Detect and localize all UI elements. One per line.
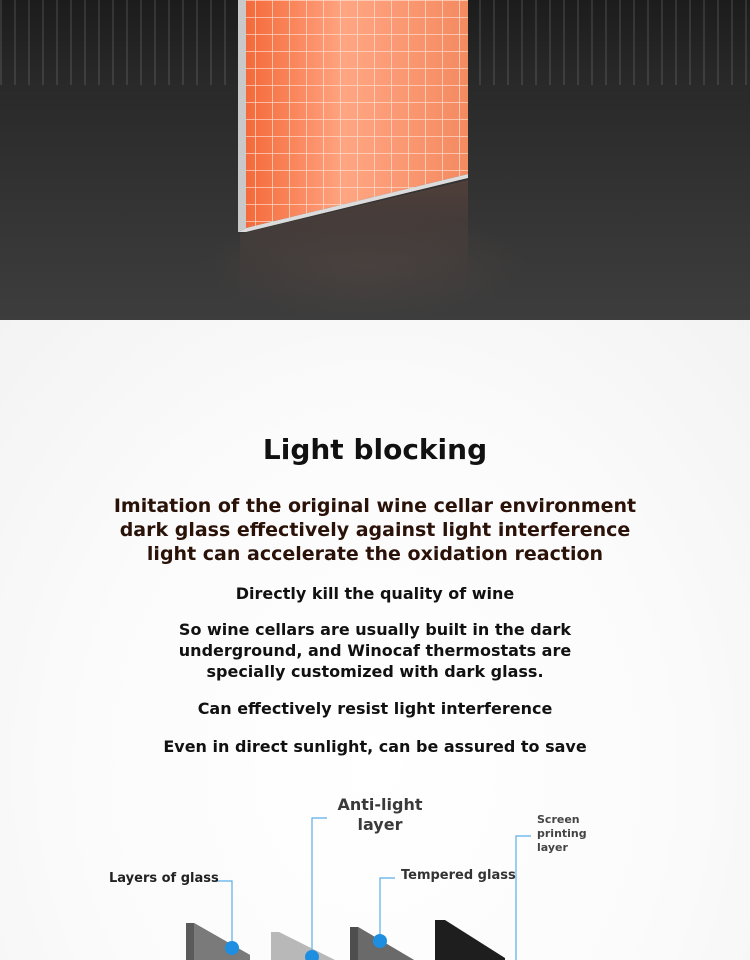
heating-panel-illustration: [0, 0, 750, 320]
body-line-cellars: So wine cellars are usually built in the dark underground, and Winocaf thermostats are specially customized with dark glass.: [178, 620, 572, 681]
label-anti-light-layer: Anti-light layer: [337, 795, 423, 834]
marker-layers-dot: [225, 941, 239, 955]
body-line-quality: Directly kill the quality of wine: [235, 584, 515, 603]
hero-image: [0, 0, 750, 320]
label-layers-of-glass: Layers of glass: [109, 871, 219, 886]
section-title: Light blocking: [262, 433, 488, 466]
glass-slab-anti-light: [271, 932, 335, 960]
glass-layers-diagram: [0, 780, 750, 960]
body-line-resist: Can effectively resist light interference: [197, 699, 553, 718]
marker-tempered-dot: [373, 934, 387, 948]
label-tempered-glass: Tempered glass: [401, 868, 516, 883]
label-screen-printing-layer: Screen printing layer: [537, 813, 587, 854]
glass-slab-screen-printing: [435, 920, 505, 960]
body-line-sunlight: Even in direct sunlight, can be assured to save: [163, 737, 587, 756]
section-intro: Imitation of the original wine cellar environment dark glass effectively against light interference light can accelerate the oxidation reaction: [113, 495, 637, 565]
panel-edge: [238, 0, 246, 232]
